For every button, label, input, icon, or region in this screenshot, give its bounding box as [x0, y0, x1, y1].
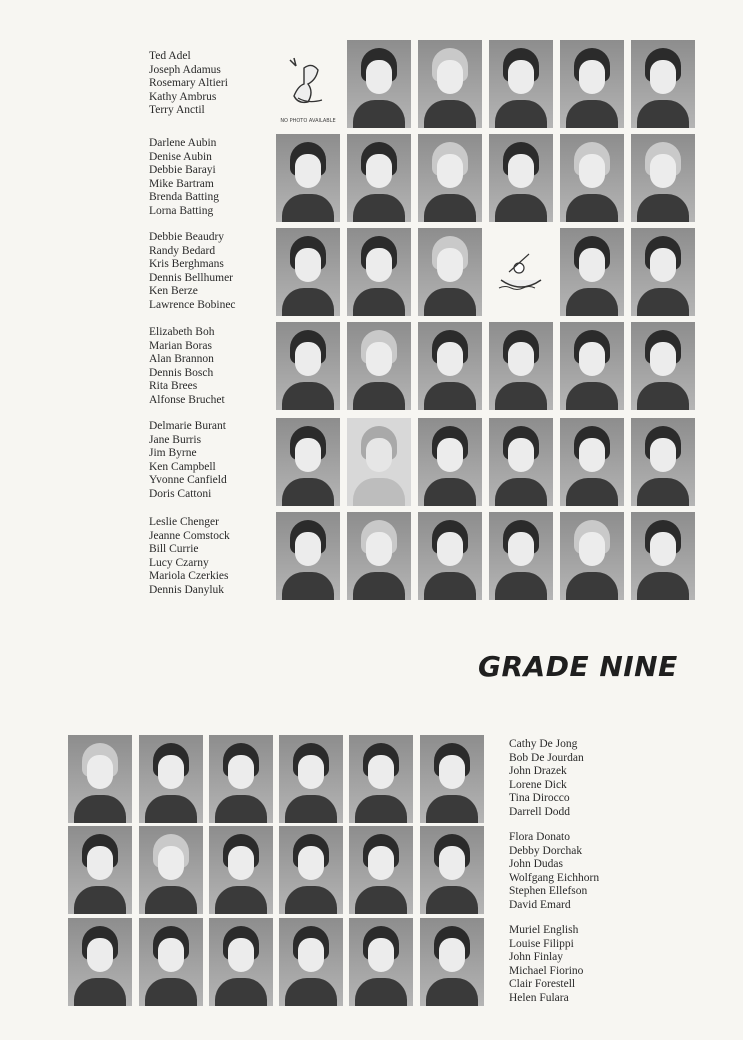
student-name: Leslie Chenger	[149, 516, 219, 528]
student-photo	[347, 512, 411, 600]
student-photo	[276, 418, 340, 506]
student-name: Randy Bedard	[149, 244, 216, 257]
no-photo-illustration	[276, 40, 340, 128]
name-list-1	[149, 50, 228, 118]
student-photo	[347, 134, 411, 222]
student-name: Helen Fulara	[509, 991, 569, 1004]
student-name: Stephen Ellefson	[509, 885, 588, 897]
student-photo	[489, 134, 553, 222]
page-title: GRADE NINE	[478, 650, 678, 683]
student-name: Marian Boras	[149, 339, 212, 352]
name-list-7	[509, 738, 584, 819]
student-name: Jane Burris	[149, 433, 202, 446]
student-name: Flora Donato	[509, 831, 571, 843]
student-photo	[68, 918, 132, 1006]
name-list-2	[149, 137, 219, 218]
student-photo	[139, 735, 203, 823]
student-photo	[68, 735, 132, 823]
student-photo	[418, 228, 482, 316]
student-photo	[279, 826, 343, 914]
student-photo	[347, 322, 411, 410]
student-name: Dennis Danyluk	[149, 583, 225, 596]
student-name: Lorene Dick	[509, 778, 567, 791]
student-photo	[418, 418, 482, 506]
student-photo	[489, 418, 553, 506]
student-name: Jeanne Comstock	[149, 529, 230, 542]
name-list-3	[149, 231, 236, 312]
student-name: Tina Dirocco	[509, 792, 570, 804]
student-name: Ken Berze	[149, 285, 198, 297]
student-photo	[347, 40, 411, 128]
no-photo-illustration	[489, 228, 553, 316]
student-photo	[560, 228, 624, 316]
student-name: Kathy Ambrus	[149, 90, 217, 103]
student-photo	[209, 918, 273, 1006]
student-name: Dennis Bellhumer	[149, 271, 233, 284]
student-photo	[489, 40, 553, 128]
student-name: Darlene Aubin	[149, 137, 217, 149]
student-photo	[560, 40, 624, 128]
student-name: Ken Campbell	[149, 460, 216, 473]
student-photo	[347, 228, 411, 316]
student-photo	[418, 322, 482, 410]
student-photo	[560, 134, 624, 222]
student-name: Brenda Batting	[149, 191, 219, 203]
student-name: John Drazek	[509, 765, 567, 777]
student-photo	[349, 918, 413, 1006]
student-photo	[209, 826, 273, 914]
student-name: Lawrence Bobinec	[149, 298, 236, 311]
student-name: Mike Bartram	[149, 177, 214, 190]
student-photo	[631, 512, 695, 600]
student-name: Wolfgang Eichhorn	[509, 871, 600, 884]
student-photo	[139, 918, 203, 1006]
student-photo	[279, 735, 343, 823]
student-name: Mariola Czerkies	[149, 570, 229, 582]
student-photo	[420, 826, 484, 914]
student-name: Rita Brees	[149, 380, 198, 392]
student-photo	[349, 826, 413, 914]
student-name: Kris Berghmans	[149, 258, 224, 270]
student-name: Jim Byrne	[149, 447, 197, 459]
student-name: Alfonse Bruchet	[149, 393, 225, 406]
student-photo	[631, 228, 695, 316]
student-photo	[68, 826, 132, 914]
student-photo	[276, 512, 340, 600]
student-photo	[489, 512, 553, 600]
student-name: Terry Anctil	[149, 104, 205, 116]
student-photo	[276, 322, 340, 410]
student-photo	[631, 418, 695, 506]
student-name: Debbie Barayi	[149, 164, 216, 176]
student-photo	[418, 40, 482, 128]
student-name: Alan Brannon	[149, 353, 214, 365]
student-photo	[209, 735, 273, 823]
student-photo	[418, 512, 482, 600]
student-photo	[489, 322, 553, 410]
student-photo	[139, 826, 203, 914]
student-photo	[631, 134, 695, 222]
student-photo	[560, 322, 624, 410]
student-photo	[420, 735, 484, 823]
student-photo	[418, 134, 482, 222]
student-name: Denise Aubin	[149, 150, 212, 163]
student-name: Clair Forestell	[509, 978, 576, 990]
student-name: Doris Cattoni	[149, 487, 212, 500]
student-photo	[631, 40, 695, 128]
student-name: Ted Adel	[149, 50, 191, 62]
student-name: John Finlay	[509, 951, 563, 963]
student-name: Lorna Batting	[149, 204, 214, 217]
student-name: Elizabeth Boh	[149, 326, 215, 338]
student-name: Michael Fiorino	[509, 964, 584, 977]
student-name: Joseph Adamus	[149, 63, 221, 76]
student-name: David Emard	[509, 898, 571, 911]
student-photo	[276, 134, 340, 222]
cartoon-drawing-icon	[284, 54, 332, 114]
student-name: John Dudas	[509, 858, 563, 870]
name-list-5	[149, 420, 227, 501]
student-name: Debbie Beaudry	[149, 231, 225, 243]
student-name: Muriel English	[509, 924, 579, 936]
student-photo	[279, 918, 343, 1006]
student-name: Louise Filippi	[509, 937, 574, 950]
student-name: Rosemary Altieri	[149, 77, 228, 89]
student-photo	[420, 918, 484, 1006]
student-photo	[349, 735, 413, 823]
student-photo	[631, 322, 695, 410]
name-list-9	[509, 924, 583, 1005]
student-name: Lucy Czarny	[149, 556, 209, 569]
student-photo	[560, 512, 624, 600]
no-photo-caption: NO PHOTO AVAILABLE	[280, 118, 336, 124]
student-photo	[347, 418, 411, 506]
name-list-6	[149, 516, 230, 597]
student-name: Bob De Jourdan	[509, 751, 584, 764]
student-name: Delmarie Burant	[149, 420, 226, 432]
student-name: Dennis Bosch	[149, 366, 214, 379]
student-name: Yvonne Canfield	[149, 474, 227, 486]
name-list-4	[149, 326, 225, 407]
student-photo	[560, 418, 624, 506]
student-name: Debby Dorchak	[509, 844, 583, 857]
student-photo	[276, 228, 340, 316]
canoe-drawing-icon	[497, 242, 545, 302]
student-name: Cathy De Jong	[509, 738, 578, 750]
name-list-8	[509, 831, 599, 912]
student-name: Bill Currie	[149, 543, 199, 555]
student-name: Darrell Dodd	[509, 805, 570, 818]
